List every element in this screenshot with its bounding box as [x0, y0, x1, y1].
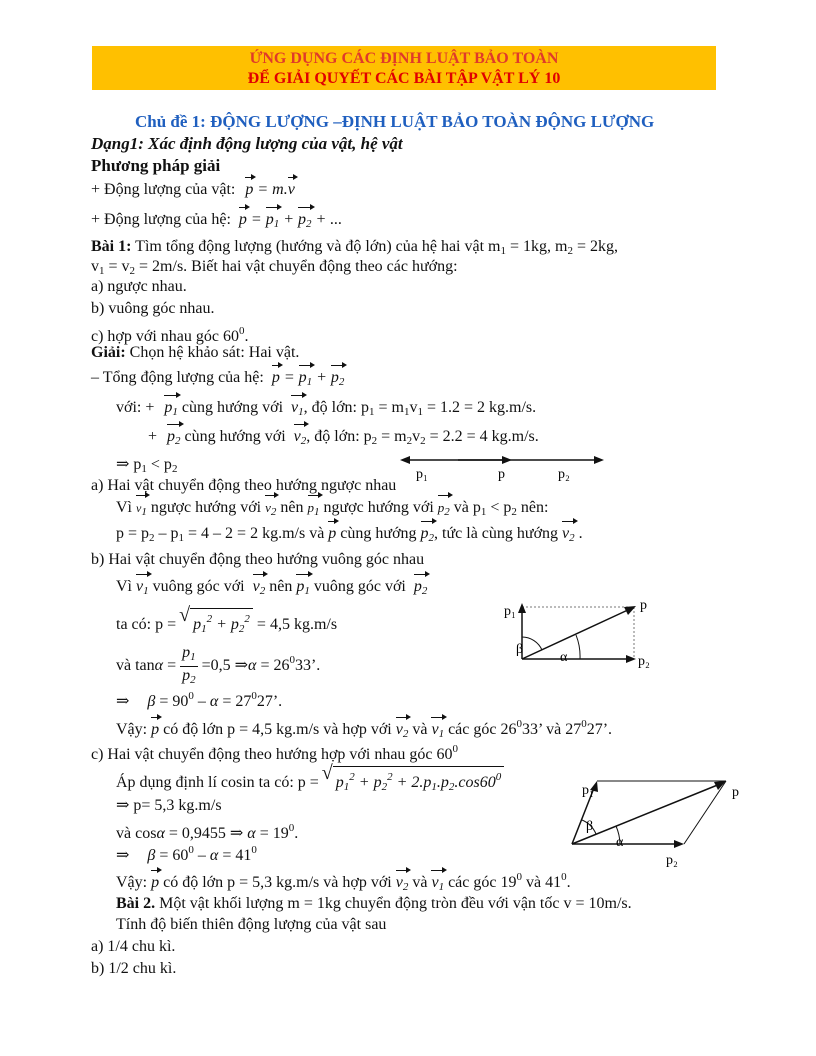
b-l3a: và tan [116, 657, 155, 674]
b-l1d: vuông góc với [313, 578, 406, 595]
exercise-2-line-1 [116, 894, 632, 914]
fig3-p-label: p [732, 785, 739, 800]
b-l3b: =0,5 ⇒ [197, 657, 249, 674]
fig2-p-label: p [640, 598, 647, 613]
fig2-alpha-label: α [560, 650, 568, 665]
fig3-alpha-label: α [616, 835, 624, 850]
angled-vectors-figure [560, 772, 750, 872]
exercise-2-text: Một vật khối lượng m = 1kg chuyển động tròn đều với vận tốc v = 10m/s. [155, 895, 632, 912]
a-l2b: = 4 – 2 = 2 kg.m/s và [184, 525, 325, 542]
solution-line [91, 343, 299, 363]
mag2c: = 2.2 = 4 kg.m/s. [425, 428, 539, 445]
exercise-2-case-a: a) 1/4 chu kì. [91, 938, 176, 955]
case-c-line-3: và cosα = 0,9455 ⇒ $\alpha = 19^0$. [116, 822, 299, 842]
fig2-p1-label: p₁ [504, 604, 516, 619]
a-l1e: và p [453, 499, 481, 516]
exercise-2-case-b: b) 1/2 chu kì. [91, 960, 177, 977]
c-l3c: = 19 [255, 825, 289, 842]
exercise-1-text: Tìm tổng động lượng (hướng và độ lớn) của hệ hai vật m [131, 238, 501, 255]
with-text: với: + [116, 399, 155, 416]
case-c: c) hợp với nhau góc $60^0$. [91, 325, 249, 345]
case-b-line-3: và tanα = $\frac{p_1}{p_2}$ =0,5 ⇒α = $26^033$’. [116, 643, 321, 686]
banner-line-2: ĐỂ GIẢI QUYẾT CÁC BÀI TẬP VẬT LÝ 10 [247, 70, 561, 87]
a-l2a: p = p [116, 525, 150, 542]
fig1-p2-label: p₂ [558, 467, 570, 482]
total-momentum-line: – Tổng động lượng của hệ: $p = p_1 + p_2$ [91, 368, 344, 392]
total-text: – Tổng động lượng của hệ: [91, 369, 264, 386]
solution-text: Chọn hệ khảo sát: Hai vật. [125, 344, 300, 361]
mag2b: = m [377, 428, 407, 445]
mag2: , độ lớn: p [306, 428, 372, 445]
opposite-vectors-figure [398, 448, 608, 488]
b-l5e: 33’ và 27 [521, 721, 582, 738]
c-head-text: c) Hai vật chuyển động theo hướng hợp với nhau góc 60 [91, 746, 453, 763]
a-l1c: nên [280, 499, 304, 516]
c-l3a: và cos [116, 825, 157, 842]
banner-line-1: ỨNG DỤNG CÁC ĐỊNH LUẬT BẢO TOÀN [249, 50, 559, 67]
b-l1a: Vì [116, 578, 132, 595]
fig1-p-label: p [498, 467, 505, 482]
c-l4b: = 60 [155, 847, 189, 864]
compare-line: ⇒ $p_1 < p_2$ [116, 456, 178, 475]
b-l2b: = 4,5 kg.m/s [252, 616, 338, 633]
case-a: a) ngược nhau. [91, 278, 187, 295]
same-dir-1: cùng hướng với [181, 399, 284, 416]
form-heading: Dạng1: Xác định động lượng của vật, hệ vật [91, 134, 403, 153]
b-l4: ⇒ [116, 693, 130, 710]
case-a-heading: a) Hai vật chuyển động theo hướng ngược nhau [91, 477, 397, 494]
case-a-line-1: Vì $v_1$ ngược hướng với $v_2$ nên $p_1$ ngược hướng với $p_2$ và $p_1 < p_2$ nên: [116, 498, 548, 522]
exercise-2-line-2: Tính độ biến thiên động lượng của vật sau [116, 916, 387, 933]
a-l1f: nên: [516, 499, 549, 516]
v-symbol: v [91, 258, 99, 275]
case-c-text: c) hợp với nhau góc 60 [91, 328, 239, 345]
case-c-line-1: Áp dụng định lí cosin ta có: p = √ $p_1^2 + p_2^2 + 2.p_1.p_2.\cos 60^0$ [116, 766, 504, 797]
case-b-heading: b) Hai vật chuyển động theo hướng vuông góc nhau [91, 551, 425, 568]
c-l5b: có độ lớn p = 5,3 kg.m/s và hợp với [159, 874, 392, 891]
b-l2a: ta có: p = [116, 616, 177, 633]
fig2-beta-label: β [516, 642, 524, 657]
b-l4b: = 90 [155, 693, 189, 710]
b-l4d: 27’. [256, 693, 283, 710]
case-c-line-2: ⇒ p= 5,3 kg.m/s [116, 797, 222, 814]
perpendicular-vectors-figure [500, 595, 670, 675]
method-2-text: + Động lượng của hệ: [91, 211, 231, 228]
method-1-text: + Động lượng của vật: [91, 181, 236, 198]
b-l5b: có độ lớn p = 4,5 kg.m/s và hợp với [159, 721, 392, 738]
b-l3c: = 26 [256, 657, 290, 674]
b-l4c: = 27 [218, 693, 252, 710]
c-l4c: = 41 [218, 847, 252, 864]
a-l1d: ngược hướng với [323, 499, 434, 516]
exercise-1-label: Bài 1: [91, 238, 132, 255]
exercise-1-line-1: Bài 1: Tìm tổng động lượng (hướng và độ lớn) của hệ hai vật $m_1 = 1kg$, $m_2 = 2kg$, [91, 238, 618, 257]
b-l5c: và [412, 721, 428, 738]
c-l5e: và 41 [521, 874, 562, 891]
topic-heading: Chủ đề 1: ĐỘNG LƯỢNG –ĐỊNH LUẬT BẢO TOÀN ĐỘNG LƯỢNG [135, 112, 655, 131]
method-heading: Phương pháp giải [91, 156, 221, 175]
case-a-line-2: $p = p_2 - p_1 = 4 - 2 = 2$ kg.m/s và p cùng hướng $p_2$, tức là cùng hướng $v_2$ . [116, 524, 583, 548]
mag1b: = m [374, 399, 404, 416]
b-l1b: vuông góc với [152, 578, 245, 595]
compare-text: ⇒ p [116, 456, 142, 473]
a-l2c: cùng hướng [340, 525, 417, 542]
p2-line: + $p_2$ cùng hướng với $v_2$, độ lớn: $p_2 = m_2v_2 = 2.2 = 4$ kg.m/s. [148, 427, 539, 451]
case-b-conclusion: Vậy: p có độ lớn p = 4,5 kg.m/s và hợp với $v_2$ và $v_1$ các góc $26^033$’ và $27^027$’. [116, 714, 612, 744]
b-l5a: Vậy: [116, 721, 148, 738]
a-l1a: Vì [116, 499, 132, 516]
fig1-p1-label: p₁ [416, 467, 428, 482]
a-l2d: , tức là cùng hướng [434, 525, 559, 542]
fig2-p2-label: p₂ [638, 654, 650, 669]
c-l1: Áp dụng định lí cosin ta có: p = [116, 774, 319, 791]
c-l5c: và [412, 874, 428, 891]
a-l1b: ngược hướng với [150, 499, 262, 516]
case-b: b) vuông góc nhau. [91, 300, 215, 317]
exercise-1-line-2: $v_1 = v_2 = 2m/s$. Biết hai vật chuyển động theo các hướng: [91, 258, 458, 277]
p1-line: với: + $p_1$ cùng hướng với $v_1$, độ lớn: $p_1 = m_1v_1 = 1.2 = 2$ kg.m/s. [116, 398, 536, 422]
method-line-2: + Động lượng của hệ: $p = p_1 + p_2$ + ... [91, 210, 342, 234]
title-banner [92, 46, 716, 90]
case-b-line-4: ⇒ $\beta = 90^0 - \alpha = 27^027$’. [116, 690, 283, 710]
method-line-1: + Động lượng của vật: p = m.v [91, 181, 295, 198]
fig3-beta-label: β [586, 819, 594, 834]
solution-label: Giải: [91, 344, 126, 361]
fig3-p2-label: p₂ [666, 853, 678, 868]
mag1c: = 1.2 = 2 kg.m/s. [422, 399, 537, 416]
c-l4: ⇒ [116, 847, 130, 864]
b-l3d: 33’. [294, 657, 321, 674]
c-l5d: các góc 19 [448, 874, 517, 891]
exercise-2-label: Bài 2. [116, 895, 156, 912]
case-c-line-4: ⇒ $\beta = 60^0 - \alpha = 41^0$ [116, 844, 257, 864]
b-l5f: 27’. [586, 721, 613, 738]
case-c-conclusion: Vậy: p có độ lớn p = 5,3 kg.m/s và hợp với $v_2$ và $v_1$ các góc $19^0$ và $41^0$. [116, 867, 571, 897]
mag1: , độ lớn: p [303, 399, 369, 416]
case-b-line-2: ta có: p = √ $p_1^2 + p_2^2 = 4,5$ kg.m/s [116, 608, 337, 639]
case-c-heading: c) Hai vật chuyển động theo hướng hợp với nhau góc $60^0$ [91, 743, 459, 763]
fig3-p1-label: p₁ [582, 783, 594, 798]
b-l5d: các góc 26 [448, 721, 517, 738]
c-l5a: Vậy: [116, 874, 148, 891]
case-b-line-1: Vì $v_1$ vuông góc với $v_2$ nên $p_1$ vuông góc với $p_2$ [116, 577, 427, 601]
b-l1c: nên [269, 578, 293, 595]
c-l3b: = 0,9455 ⇒ [164, 825, 244, 842]
same-dir-2: cùng hướng với [184, 428, 286, 445]
